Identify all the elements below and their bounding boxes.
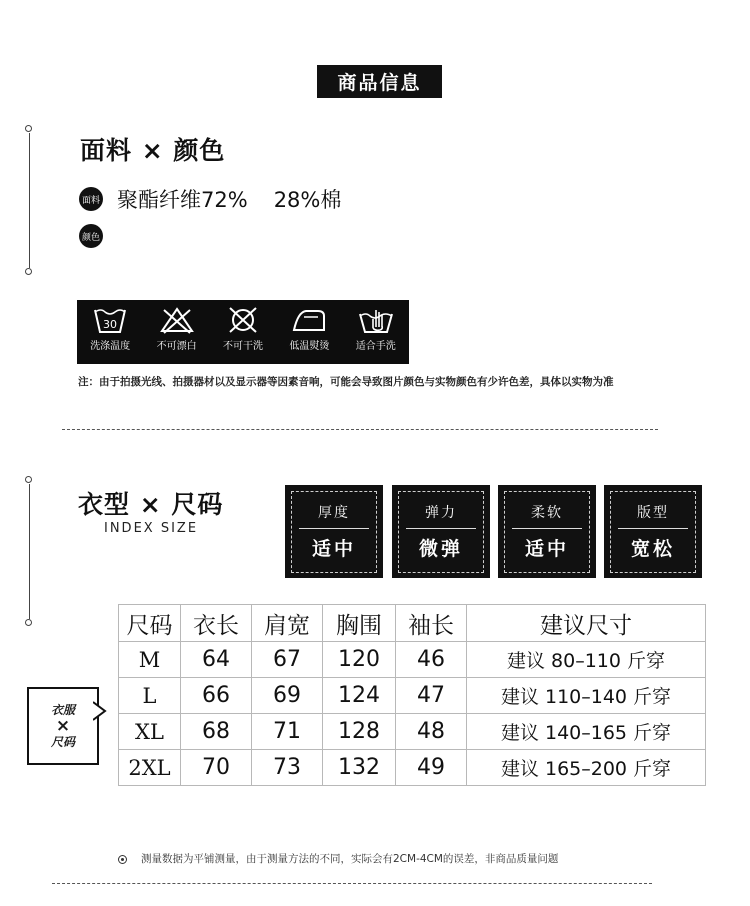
size-section-subtitle: INDEX SIZE [104, 521, 199, 536]
attribute-divider [299, 528, 369, 529]
table-cell: 69 [252, 678, 323, 714]
attribute-title: 厚度 [318, 505, 350, 521]
care-label: 不可漂白 [156, 341, 197, 352]
table-header-row [119, 605, 706, 642]
care-item-no-dry-clean [211, 300, 275, 352]
table-cell: 48 [396, 714, 467, 750]
attribute-divider [618, 528, 688, 529]
section-divider [62, 429, 658, 430]
table-row [119, 750, 706, 786]
hand-wash-icon [358, 306, 394, 334]
table-row [119, 714, 706, 750]
rail-top-dot [25, 125, 32, 132]
callout-line-1: 衣服 [50, 703, 75, 717]
column-header: 袖长 [396, 605, 467, 642]
table-row [119, 678, 706, 714]
section-divider [52, 883, 652, 884]
table-cell: 128 [323, 714, 396, 750]
section-rail [29, 484, 30, 619]
attribute-card-inner [610, 491, 696, 573]
size-callout-box [27, 687, 99, 765]
no-bleach-icon [159, 306, 195, 334]
table-cell: 47 [396, 678, 467, 714]
care-item-hand-wash [344, 300, 408, 352]
attribute-title: 柔软 [531, 505, 563, 521]
section-rail [29, 133, 30, 268]
care-label: 低温熨烫 [289, 341, 330, 352]
table-cell: 132 [323, 750, 396, 786]
care-item-wash-temp [78, 300, 142, 352]
attribute-divider [406, 528, 476, 529]
rail-bottom-dot [25, 268, 32, 275]
table-cell: M [119, 642, 181, 678]
attribute-value: 微弹 [418, 538, 463, 560]
attribute-value: 宽松 [630, 538, 675, 560]
table-cell: 2XL [119, 750, 181, 786]
measurement-footnote: 测量数据为平铺测量，由于测量方法的不同，实际会有2CM-4CM的误差，非商品质量问题 [141, 853, 559, 865]
table-cell: XL [119, 714, 181, 750]
page-header-title: 商品信息 [317, 65, 442, 98]
table-cell: 46 [396, 642, 467, 678]
column-header: 建议尺寸 [467, 605, 706, 642]
rail-bottom-dot [25, 619, 32, 626]
wash-30-icon [93, 306, 127, 334]
column-header: 尺码 [119, 605, 181, 642]
care-item-no-bleach [145, 300, 209, 352]
table-cell: 建议 140–165 斤穿 [467, 714, 706, 750]
attribute-card-softness [498, 485, 596, 578]
table-cell: 73 [252, 750, 323, 786]
table-cell: 64 [181, 642, 252, 678]
callout-x: × [55, 716, 71, 736]
care-item-low-iron [277, 300, 341, 352]
table-cell: 68 [181, 714, 252, 750]
material-value [117, 184, 341, 214]
table-cell: 建议 80–110 斤穿 [467, 642, 706, 678]
care-label: 适合手洗 [355, 341, 396, 352]
table-cell: 71 [252, 714, 323, 750]
table-cell: 建议 165–200 斤穿 [467, 750, 706, 786]
table-cell: 67 [252, 642, 323, 678]
material-badge: 面料 [79, 187, 103, 211]
attribute-card-thickness [285, 485, 383, 578]
size-section-title: 衣型 × 尺码 [78, 490, 224, 519]
no-dry-clean-icon [226, 306, 260, 334]
callout-pointer [93, 700, 107, 722]
attribute-card-elasticity [392, 485, 490, 578]
table-cell: 49 [396, 750, 467, 786]
care-label: 不可干洗 [222, 341, 263, 352]
column-header: 胸围 [323, 605, 396, 642]
care-label: 洗涤温度 [90, 341, 131, 352]
attribute-title: 版型 [637, 505, 669, 521]
attribute-divider [512, 528, 582, 529]
column-header: 肩宽 [252, 605, 323, 642]
table-row [119, 642, 706, 678]
attribute-title: 弹力 [425, 505, 457, 521]
table-cell: 120 [323, 642, 396, 678]
wash-temp-text: 30 [103, 318, 118, 331]
fabric-section-title: 面料 × 颜色 [80, 136, 226, 165]
table-cell: 70 [181, 750, 252, 786]
care-instructions-bar [77, 300, 409, 364]
table-cell: 124 [323, 678, 396, 714]
rail-top-dot [25, 476, 32, 483]
attribute-card-fit [604, 485, 702, 578]
material-value-secondary: 28%棉 [273, 188, 342, 212]
attribute-card-inner [504, 491, 590, 573]
attribute-value: 适中 [524, 538, 569, 560]
attribute-card-inner [398, 491, 484, 573]
column-header: 衣长 [181, 605, 252, 642]
material-value-primary: 聚酯纤维72% [117, 188, 248, 212]
bullet-icon [118, 855, 127, 864]
color-badge: 颜色 [79, 224, 103, 248]
low-iron-icon [290, 306, 328, 334]
color-disclaimer-note: 注：由于拍摄光线、拍摄器材以及显示器等因素音响，可能会导致图片颜色与实物颜色有少许色差，具体以实物为准 [78, 376, 614, 388]
table-cell: L [119, 678, 181, 714]
table-cell: 建议 110–140 斤穿 [467, 678, 706, 714]
table-cell: 66 [181, 678, 252, 714]
size-chart-table [118, 604, 706, 786]
attribute-card-inner [291, 491, 377, 573]
attribute-value: 适中 [311, 538, 356, 560]
callout-line-2: 尺码 [50, 735, 75, 749]
